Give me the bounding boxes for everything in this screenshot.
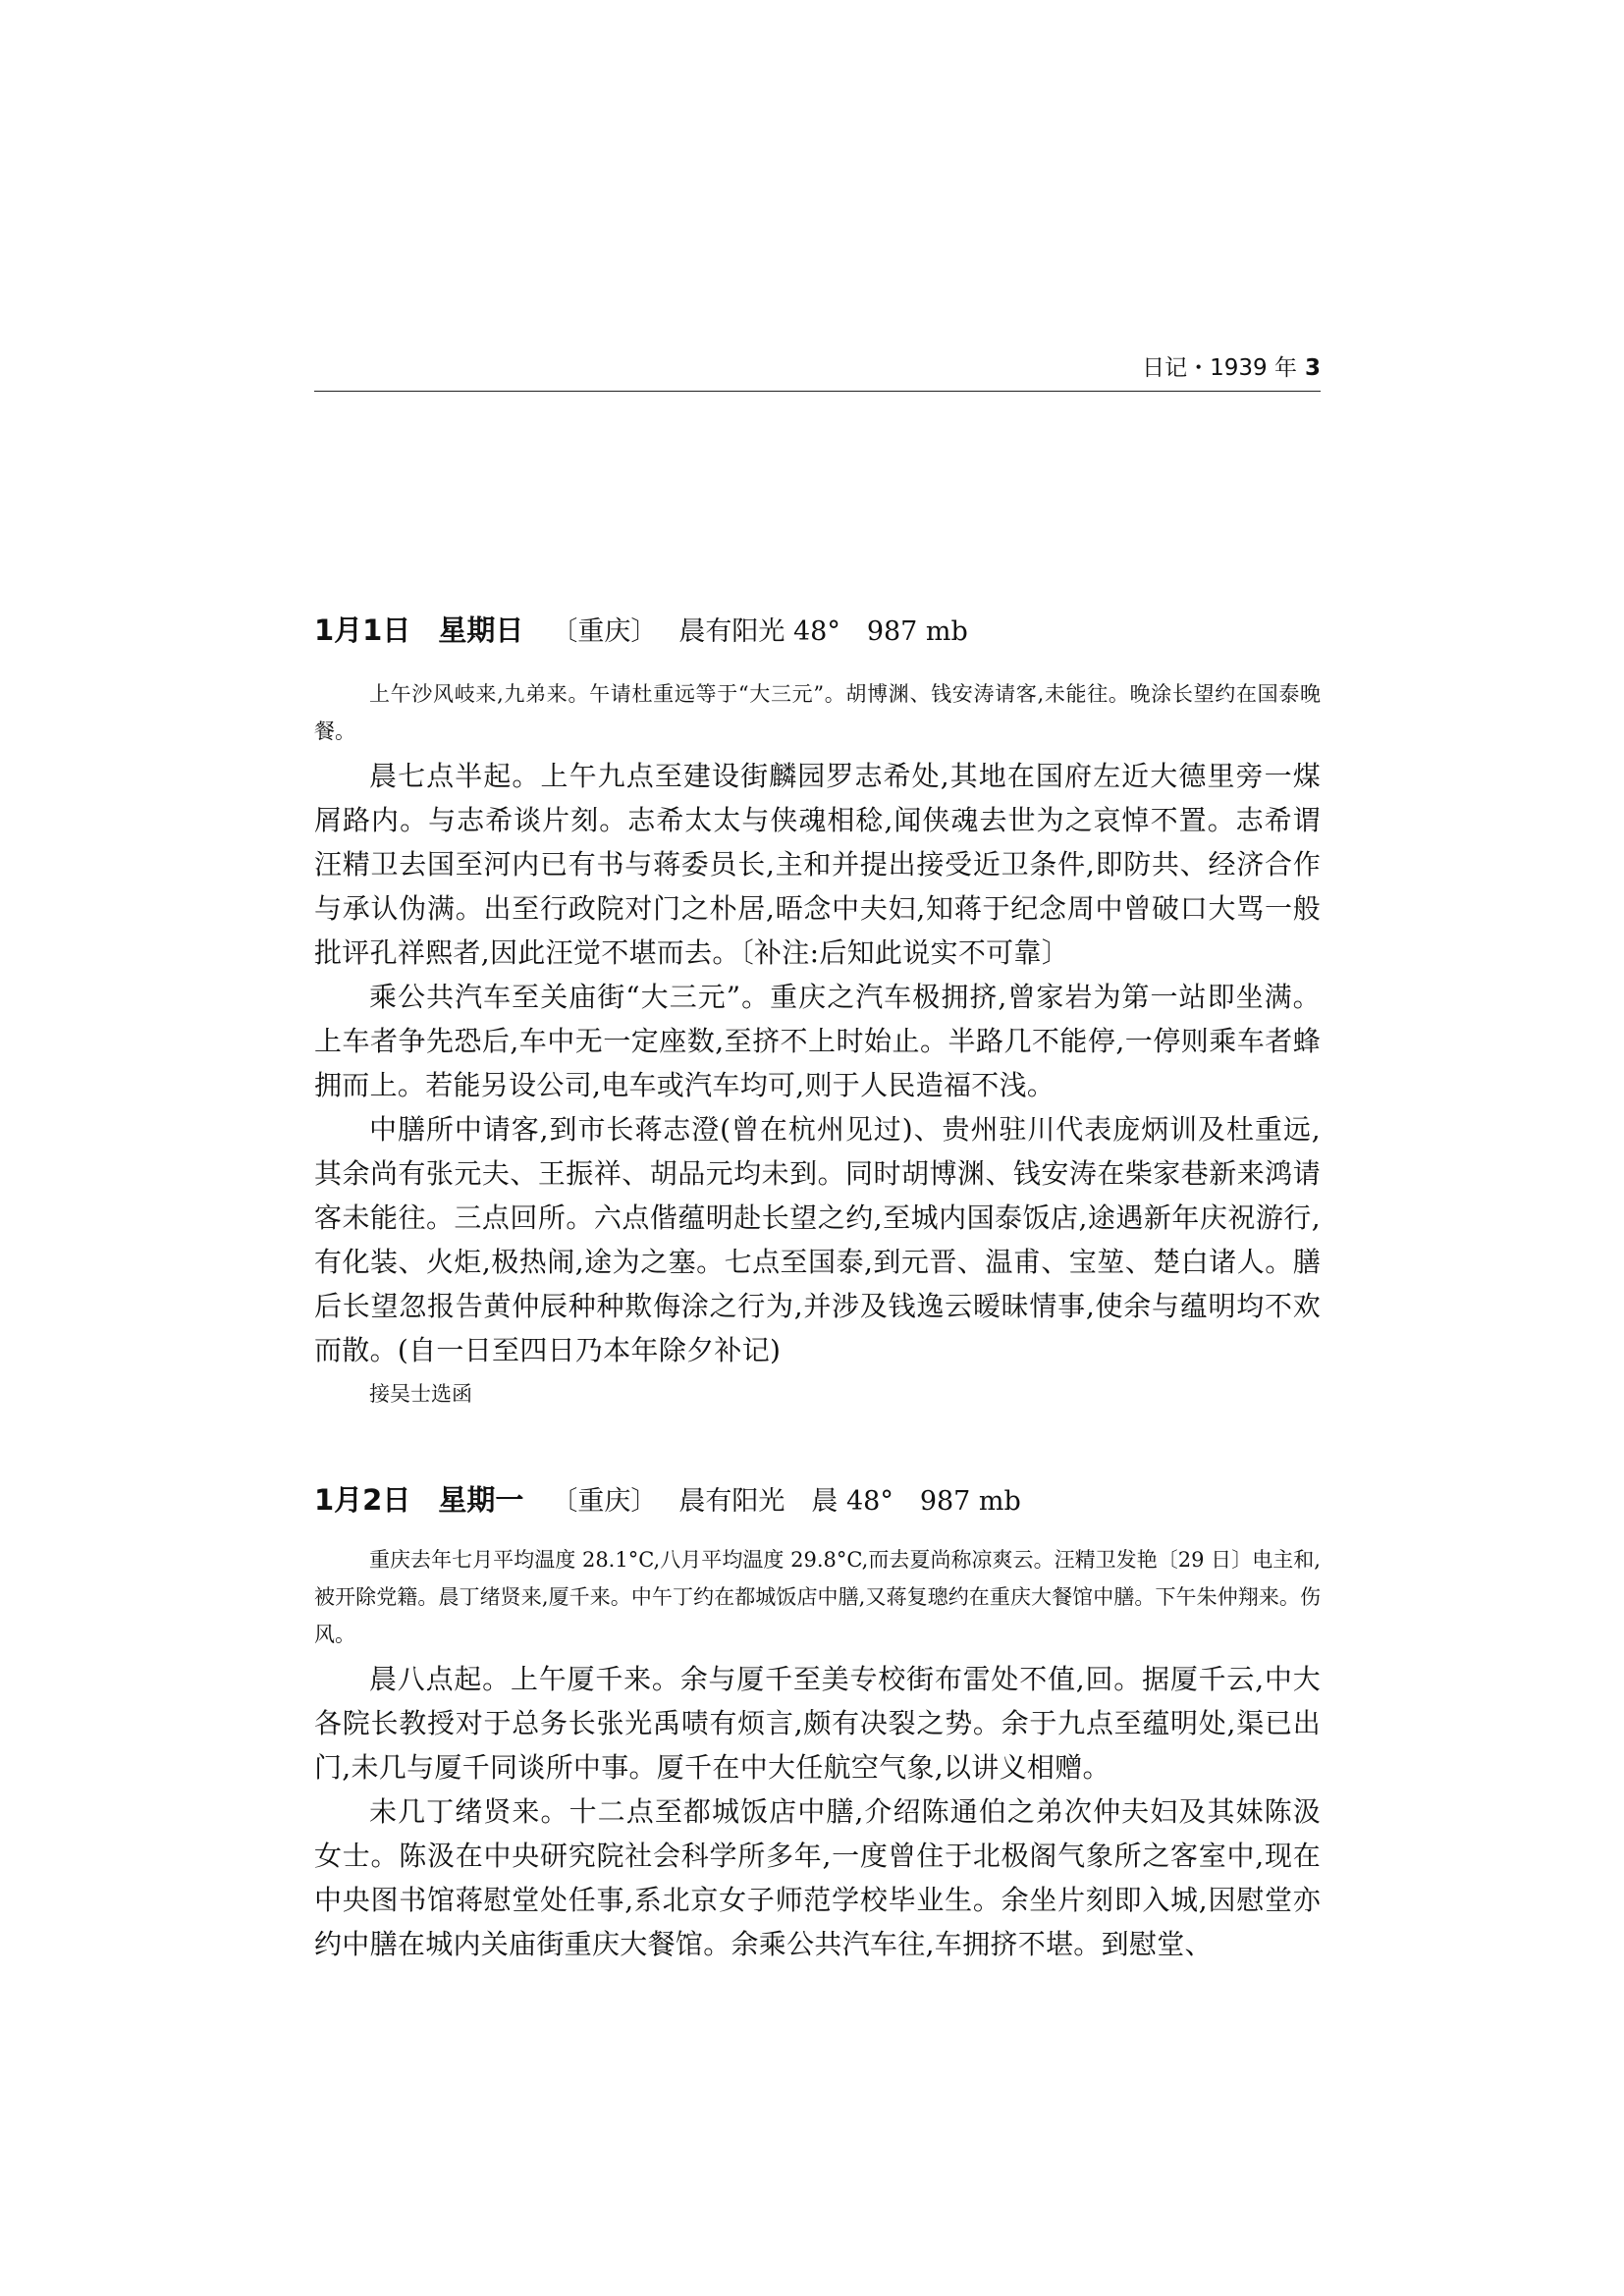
entry-date: 1月2日 bbox=[314, 1483, 411, 1517]
body-paragraph: 未几丁绪贤来。十二点至都城饭店中膳,介绍陈通伯之弟次仲夫妇及其妹陈汲女士。陈汲在中央研究院社会科学所多年,一度曾住于北极阁气象所之客室中,现在中央图书馆蒋慰堂处任事,系北京女子师范学校毕业生。余坐片刻即入城,因慰堂亦约中膳在城内关庙街重庆大餐馆。余乘公共汽车往,车拥挤不堪。到慰堂、 bbox=[314, 1795, 1321, 1960]
body-paragraph: 中膳所中请客,到市长蒋志澄(曾在杭州见过)、贵州驻川代表庞炳训及杜重远,其余尚有张元夫、王振祥、胡品元均未到。同时胡博渊、钱安涛在柴家巷新来鸿请客未能往。三点回所。六点偕蕴明赴长望之约,至城内国泰饭店,途遇新年庆祝游行,有化装、火炬,极热闹,途为之塞。七点至国泰,到元晋、温甫、宝堃、楚白诸人。膳后长望忽报告黄仲辰种种欺侮涂之行为,并涉及钱逸云暧昧情事,使余与蕴明均不欢而散。(自一日至四日乃本年除夕补记) bbox=[314, 1113, 1321, 1366]
body-paragraph: 晨八点起。上午厦千来。余与厦千至美专校街布雷处不值,回。据厦千云,中大各院长教授对于总务长张光禹啧有烦言,颇有决裂之势。余于九点至蕴明处,渠已出门,未几与厦千同谈所中事。厦千在中大任航空气象,以讲义相赠。 bbox=[314, 1663, 1321, 1784]
running-header bbox=[314, 351, 1321, 392]
entry-weather: 晨有阳光 晨 48° 987 mb bbox=[678, 1486, 1021, 1517]
body-paragraph: 乘公共汽车至关庙街“大三元”。重庆之汽车极拥挤,曾家岩为第一站即坐满。上车者争先恐后,车中无一定座数,至挤不上时始止。半路几不能停,一停则乘车者蜂拥而上。若能另设公司,电车或汽车均可,则于人民造福不浅。 bbox=[314, 981, 1321, 1101]
entry-date: 1月1日 bbox=[314, 614, 411, 647]
entry-summary-note: 重庆去年七月平均温度 28.1°C,八月平均温度 29.8°C,而去夏尚称凉爽云。汪精卫发艳〔29 日〕电主和,被开除党籍。晨丁绪贤来,厦千来。中午丁约在都城饭店中膳,又蒋复璁约在重庆大餐馆中膳。下午朱仲翔来。伤风。 bbox=[314, 1548, 1321, 1646]
running-title: 日记・1939 年 bbox=[1142, 355, 1297, 381]
entry-place: 〔重庆〕 bbox=[551, 616, 658, 647]
entry-body bbox=[314, 754, 1321, 1372]
entry-summary-note: 上午沙风岐来,九弟来。午请杜重远等于“大三元”。胡博渊、钱安涛请客,未能往。晚涂长望约在国泰晚餐。 bbox=[314, 682, 1321, 743]
entry-weather: 晨有阳光 48° 987 mb bbox=[678, 616, 968, 647]
entry-heading bbox=[314, 1480, 1021, 1522]
body-paragraph: 晨七点半起。上午九点至建设街麟园罗志希处,其地在国府左近大德里旁一煤屑路内。与志希谈片刻。志希太太与侠魂相稔,闻侠魂去世为之哀悼不置。志希谓汪精卫去国至河内已有书与蒋委员长,主和并提出接受近卫条件,即防共、经济合作与承认伪满。出至行政院对门之朴居,晤念中夫妇,知蒋于纪念周中曾破口大骂一般批评孔祥熙者,因此汪觉不堪而去。〔补注:后知此说实不可靠〕 bbox=[314, 760, 1321, 969]
entry-signoff: 接吴士选函 bbox=[369, 1382, 472, 1406]
page-number: 3 bbox=[1304, 355, 1321, 381]
entry-weekday: 星期日 bbox=[438, 614, 524, 647]
entry-place: 〔重庆〕 bbox=[551, 1486, 658, 1517]
entry-body bbox=[314, 1657, 1321, 1966]
entry-weekday: 星期一 bbox=[438, 1483, 524, 1517]
entry-heading bbox=[314, 611, 968, 652]
